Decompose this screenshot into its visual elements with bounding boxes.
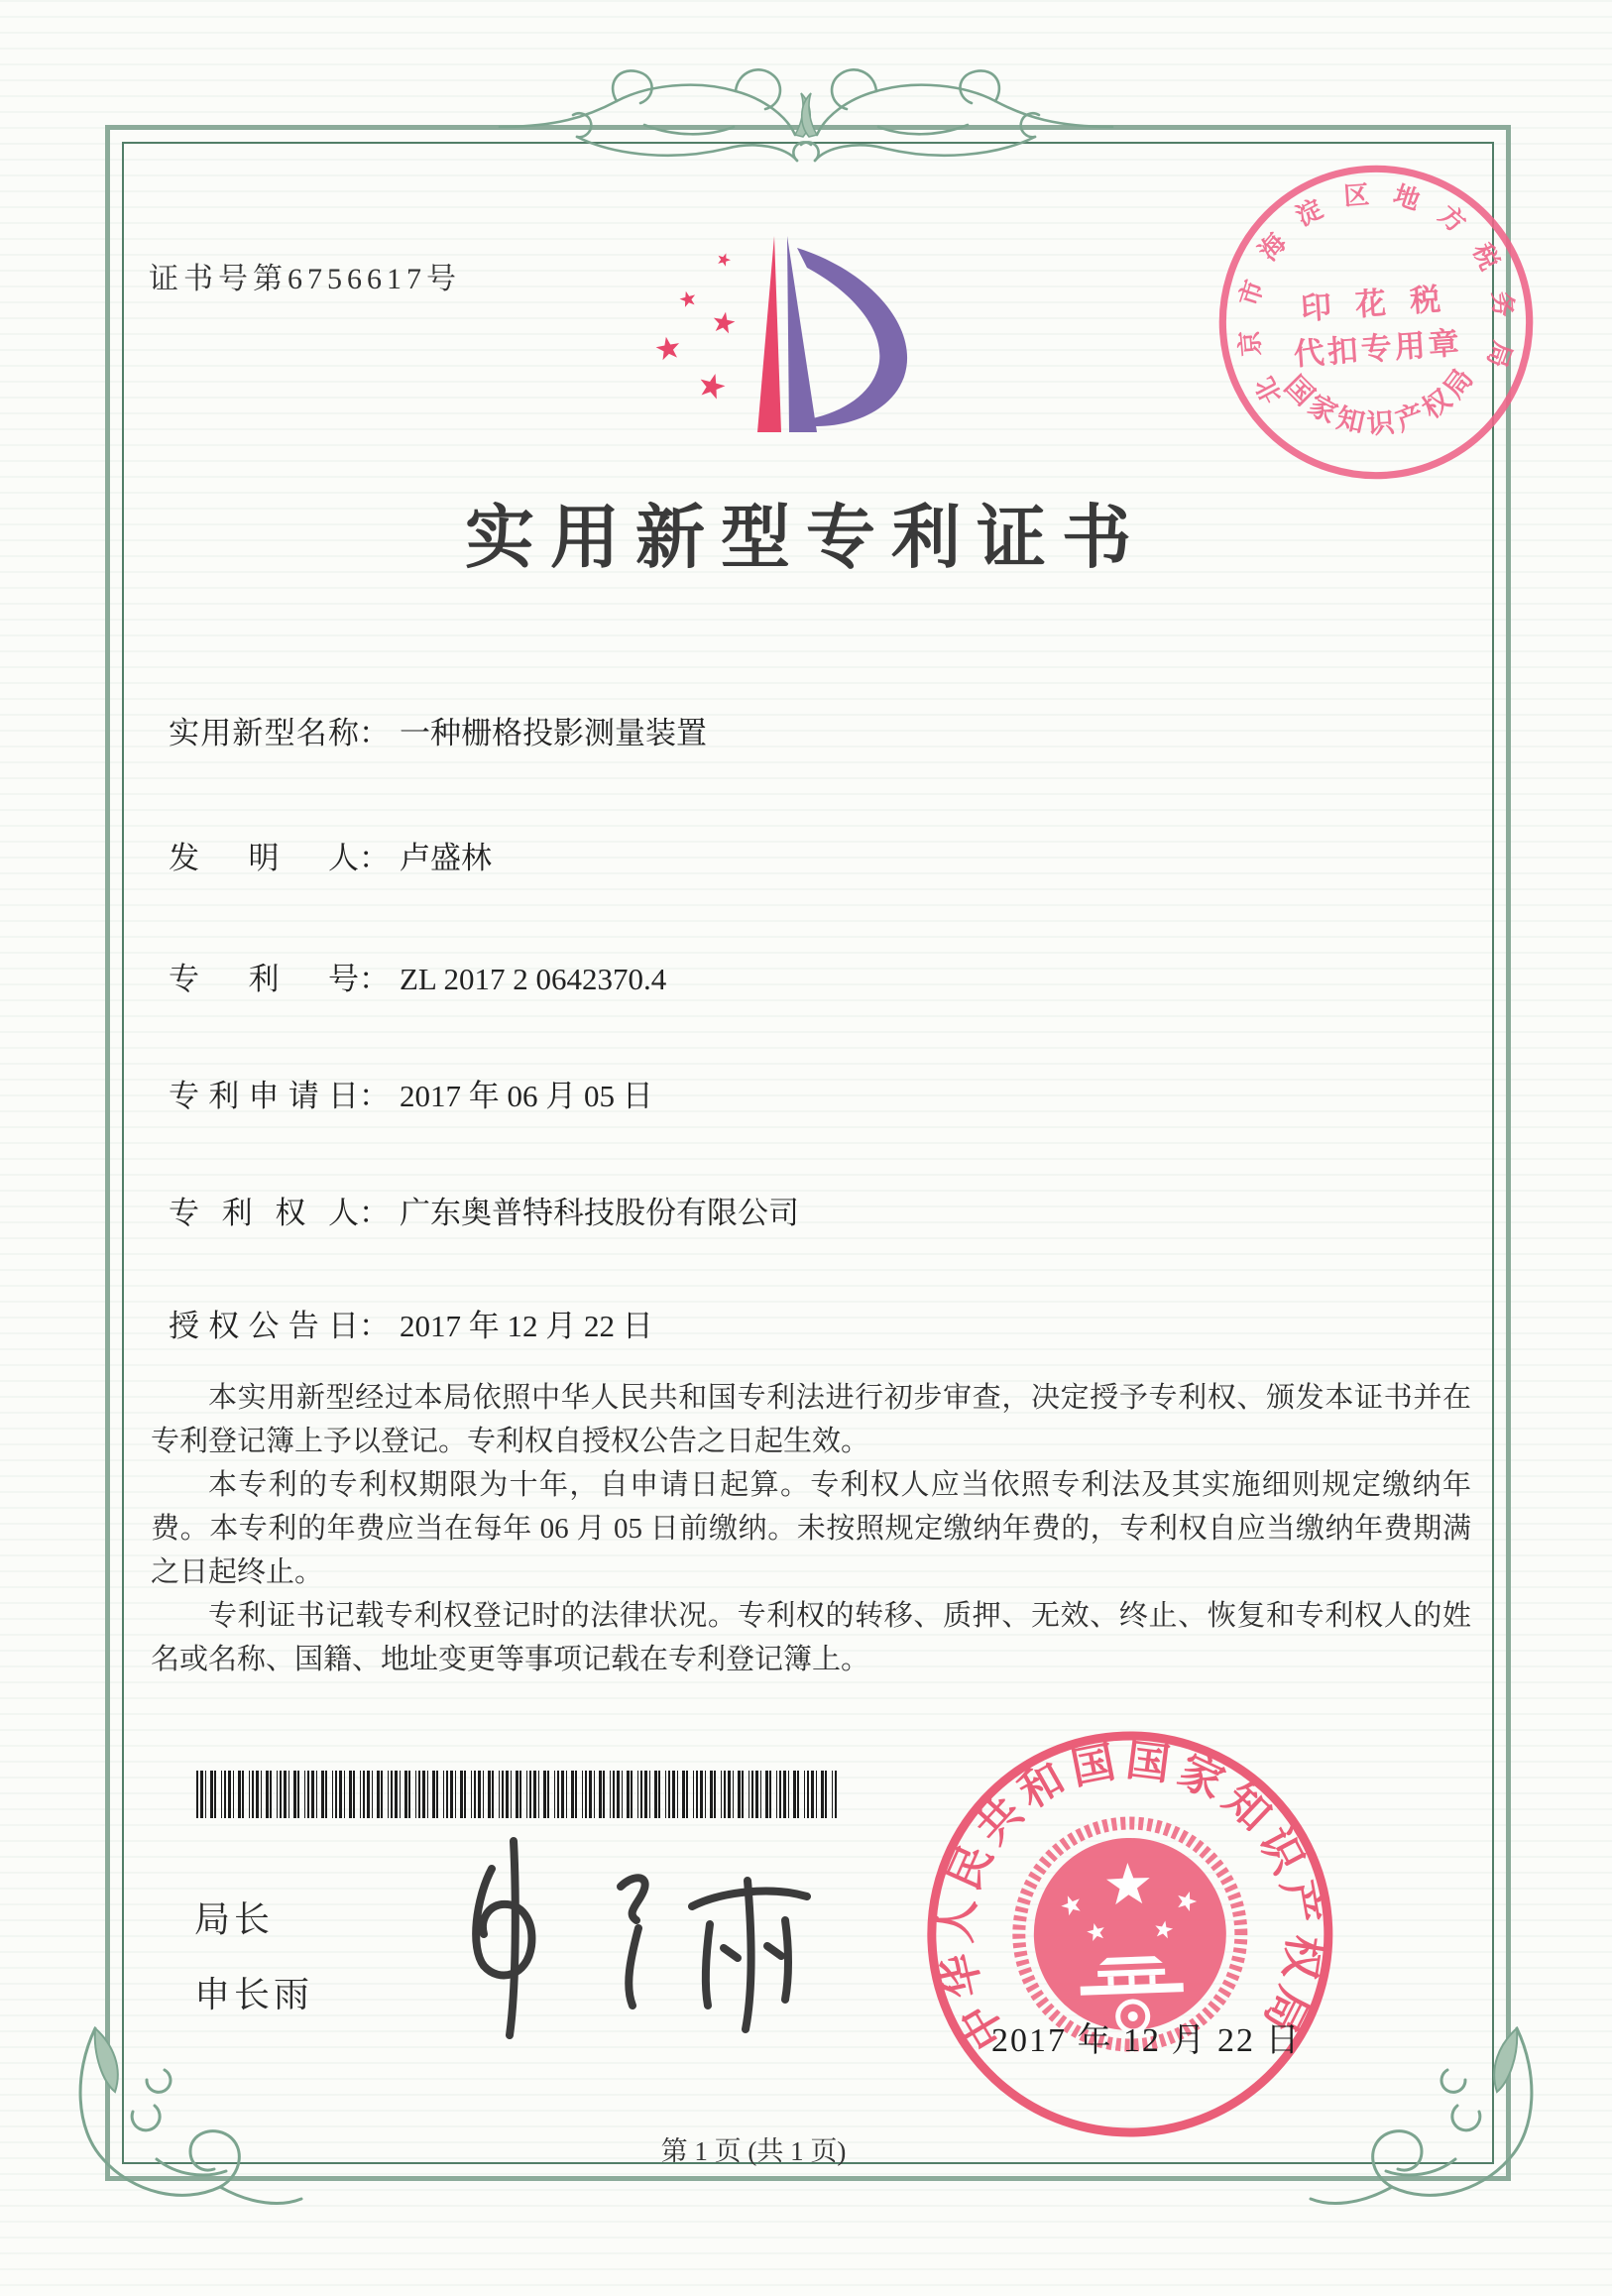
seal-date: 2017 年 12 月 22 日 — [991, 2022, 1302, 2059]
tax-stamp-top-arc: 北京市海淀区地方税务局 — [1232, 178, 1519, 408]
field-label: 授权公告日 — [169, 1309, 359, 1343]
field-label: 实用新型名称 — [169, 716, 359, 750]
office-seal — [904, 1713, 1355, 2164]
body-paragraph-3: 专利证书记载专利权登记时的法律状况。专利权的转移、质押、无效、终止、恢复和专利权人的姓名或名称、国籍、地址变更等事项记载在专利登记簿上。 — [151, 1600, 1471, 1675]
field-label: 专利号 — [169, 962, 359, 996]
cnipa-patent-logo-icon — [613, 220, 960, 458]
field-value: 卢盛林 — [400, 841, 492, 875]
director-signature — [426, 1829, 843, 2057]
body-paragraph-1: 本实用新型经过本局依照中华人民共和国专利法进行初步审查，决定授予专利权、颁发本证书并在专利登记簿上予以登记。专利权自授权公告之日起生效。 — [151, 1382, 1471, 1457]
tax-stamp-line2: 代扣专用章 — [1292, 325, 1463, 372]
colon: ： — [359, 962, 390, 996]
certificate-number: 证书号第6756617号 — [149, 263, 461, 295]
legal-text-block — [151, 1376, 1471, 1681]
barcode — [196, 1771, 839, 1818]
svg-text:国家知识产权局 — [1277, 358, 1487, 446]
field-label: 发明人 — [169, 841, 359, 875]
signer-name: 申长雨 — [194, 1975, 314, 2014]
office-seal-ring-text: 中华人民共和国国家知识产权局 — [931, 1736, 1329, 2058]
colon: ： — [359, 1196, 390, 1230]
colon: ： — [359, 841, 390, 875]
signer-role: 局长 — [194, 1899, 275, 1939]
field-value: 一种栅格投影测量装置 — [400, 716, 707, 750]
field-value: ZL 2017 2 0642370.4 — [400, 962, 667, 996]
field-value: 2017 年 12 月 22 日 — [400, 1309, 653, 1343]
field-value: 广东奥普特科技股份有限公司 — [400, 1196, 799, 1230]
tax-stamp-bottom-arc: 国家知识产权局 — [1278, 359, 1483, 441]
tax-stamp-line1: 印 花 税 — [1299, 281, 1450, 326]
field-value: 2017 年 06 月 05 日 — [400, 1079, 653, 1113]
tax-stamp-seal — [1202, 148, 1551, 497]
field-row-inventor — [169, 833, 492, 877]
field-label: 专利权人 — [169, 1196, 359, 1230]
field-row-patentee — [169, 1188, 799, 1232]
field-row-grant-date — [169, 1301, 653, 1345]
certificate-title: 实用新型专利证书 — [465, 501, 1147, 577]
top-flourish-ornament-icon — [496, 56, 1116, 204]
field-row-filing-date — [169, 1071, 653, 1115]
field-row-utility-model-name — [169, 708, 707, 752]
colon: ： — [359, 1309, 390, 1343]
page-footer: 第 1 页 (共 1 页) — [660, 2136, 847, 2166]
field-label: 专利申请日 — [169, 1079, 359, 1113]
body-paragraph-2: 本专利的专利权期限为十年，自申请日起算。专利权人应当依照专利法及其实施细则规定缴纳年费。本专利的年费应当在每年 06 月 05 日前缴纳。未按照规定缴纳年费的，专利权自应当缴纳年费期满之日起终止。 — [151, 1469, 1471, 1588]
field-row-patent-number — [169, 954, 666, 998]
colon: ： — [359, 1079, 390, 1113]
colon: ： — [359, 716, 390, 750]
